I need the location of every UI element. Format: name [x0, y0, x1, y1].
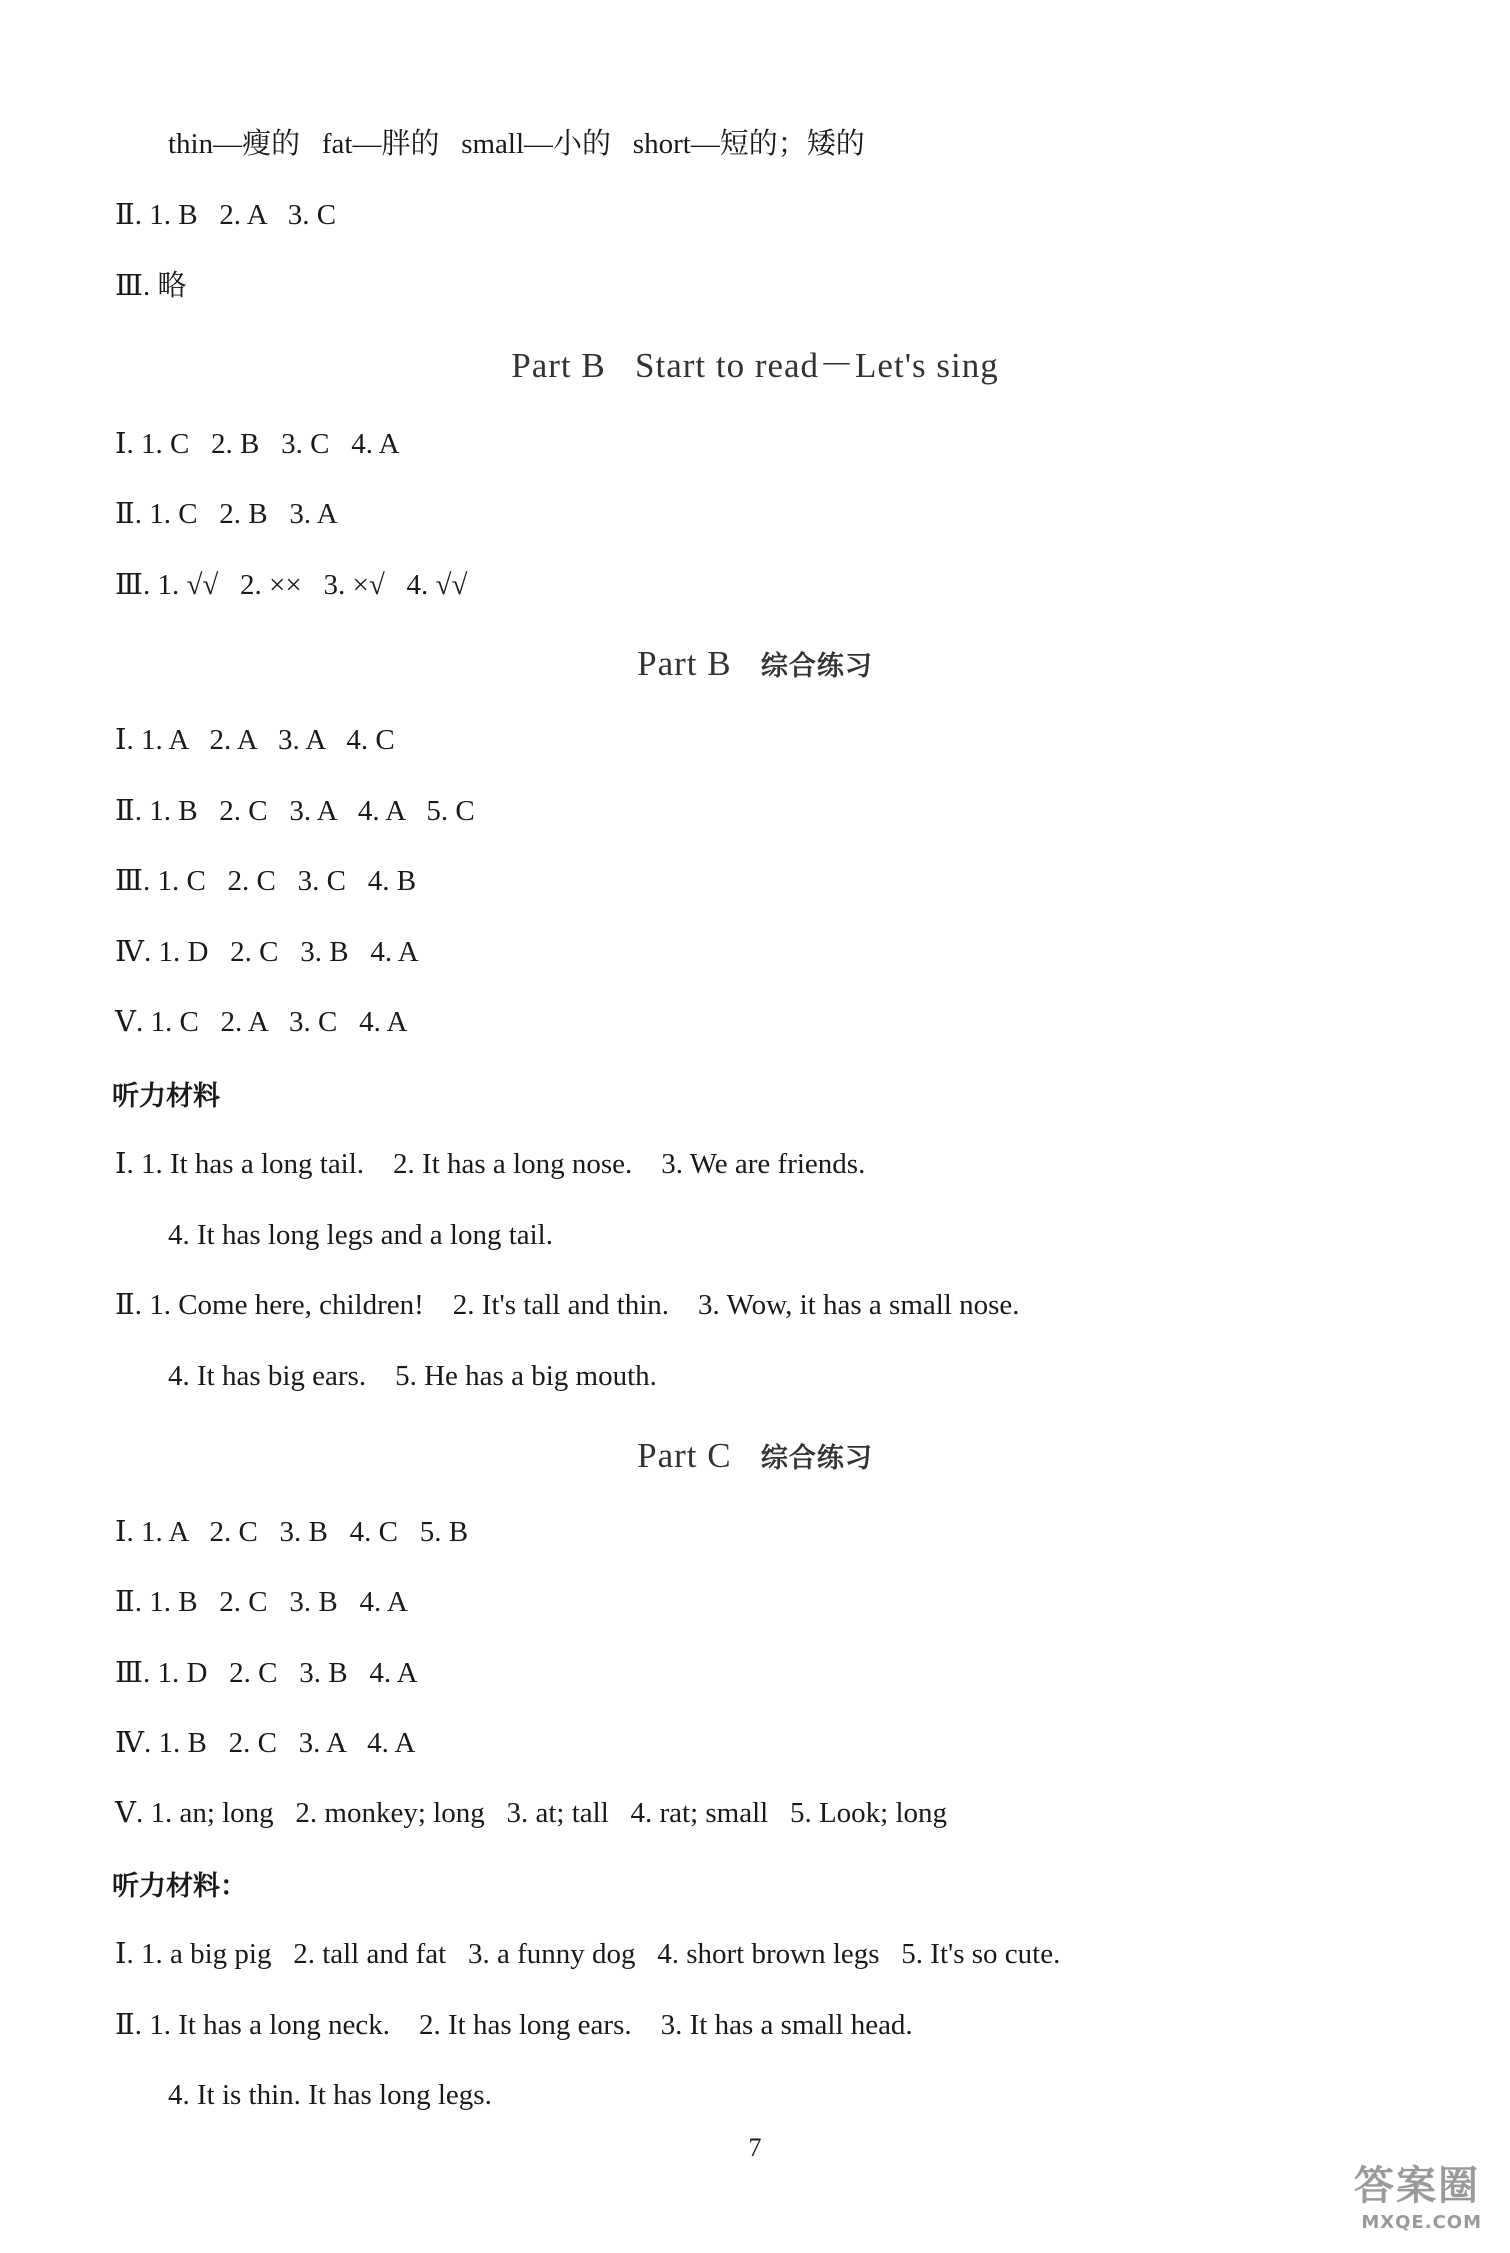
answer-line: Ⅴ. 1. an; long 2. monkey; long 3. at; tall 4. rat; small 5. Look; long [115, 1797, 948, 1829]
answer-line: Ⅱ. 1. C 2. B 3. A [115, 498, 338, 530]
transcript-line: Ⅱ. 1. Come here, children! 2. It's tall and thin. 3. Wow, it has a small nose. [115, 1289, 1020, 1321]
transcript-line: 4. It has long legs and a long tail. [168, 1219, 553, 1251]
transcript-line: Ⅰ. 1. a big pig 2. tall and fat 3. a funny dog 4. short brown legs 5. It's so cute. [115, 1938, 1061, 1970]
answer-line: Ⅲ. 1. D 2. C 3. B 4. A [115, 1657, 418, 1689]
heading-title: 综合练习 [760, 1443, 873, 1474]
heading-part: Part C [637, 1436, 732, 1475]
answer-line: Ⅳ. 1. D 2. C 3. B 4. A [115, 936, 419, 968]
answer-line: Ⅳ. 1. B 2. C 3. A 4. A [115, 1727, 416, 1759]
transcript-line: Ⅰ. 1. It has a long tail. 2. It has a long nose. 3. We are friends. [115, 1148, 866, 1180]
watermark-url: MXQE.COM [1361, 2212, 1482, 2233]
listening-material-label: 听力材料： [112, 1871, 247, 1902]
watermark-logo [1308, 2163, 1488, 2233]
page-number: 7 [748, 2133, 762, 2162]
answer-line: Ⅰ. 1. A 2. C 3. B 4. C 5. B [115, 1516, 469, 1548]
answer-line: Ⅱ. 1. B 2. C 3. A 4. A 5. C [115, 795, 475, 827]
section-heading [0, 642, 1510, 689]
transcript-line: 4. It is thin. It has long legs. [168, 2079, 492, 2111]
transcript-line: 4. It has big ears. 5. He has a big mouth. [168, 1360, 657, 1392]
section-heading [0, 1434, 1510, 1481]
answer-line: Ⅰ. 1. A 2. A 3. A 4. C [115, 724, 395, 756]
answer-line: Ⅰ. 1. C 2. B 3. C 4. A [115, 428, 400, 460]
answer-line: Ⅴ. 1. C 2. A 3. C 4. A [115, 1006, 408, 1038]
heading-title: 综合练习 [760, 651, 873, 682]
listening-material-label: 听力材料 [112, 1081, 220, 1112]
answer-line: Ⅲ. 1. √√ 2. ×× 3. ×√ 4. √√ [115, 569, 468, 601]
transcript-line: Ⅱ. 1. It has a long neck. 2. It has long ears. 3. It has a small head. [115, 2009, 913, 2041]
answer-line: Ⅱ. 1. B 2. A 3. C [115, 199, 337, 231]
vocab-line: thin—瘦的 fat—胖的 small—小的 short—短的；矮的 [168, 128, 865, 160]
heading-part: Part B [637, 644, 732, 683]
watermark-text: 答案圈 [1354, 2163, 1480, 2209]
answer-line: Ⅲ. 1. C 2. C 3. C 4. B [115, 865, 417, 897]
section-heading: Part B Start to read－Let's sing [511, 346, 999, 385]
answer-line: Ⅱ. 1. B 2. C 3. B 4. A [115, 1586, 408, 1618]
answer-line: Ⅲ. 略 [115, 270, 187, 302]
